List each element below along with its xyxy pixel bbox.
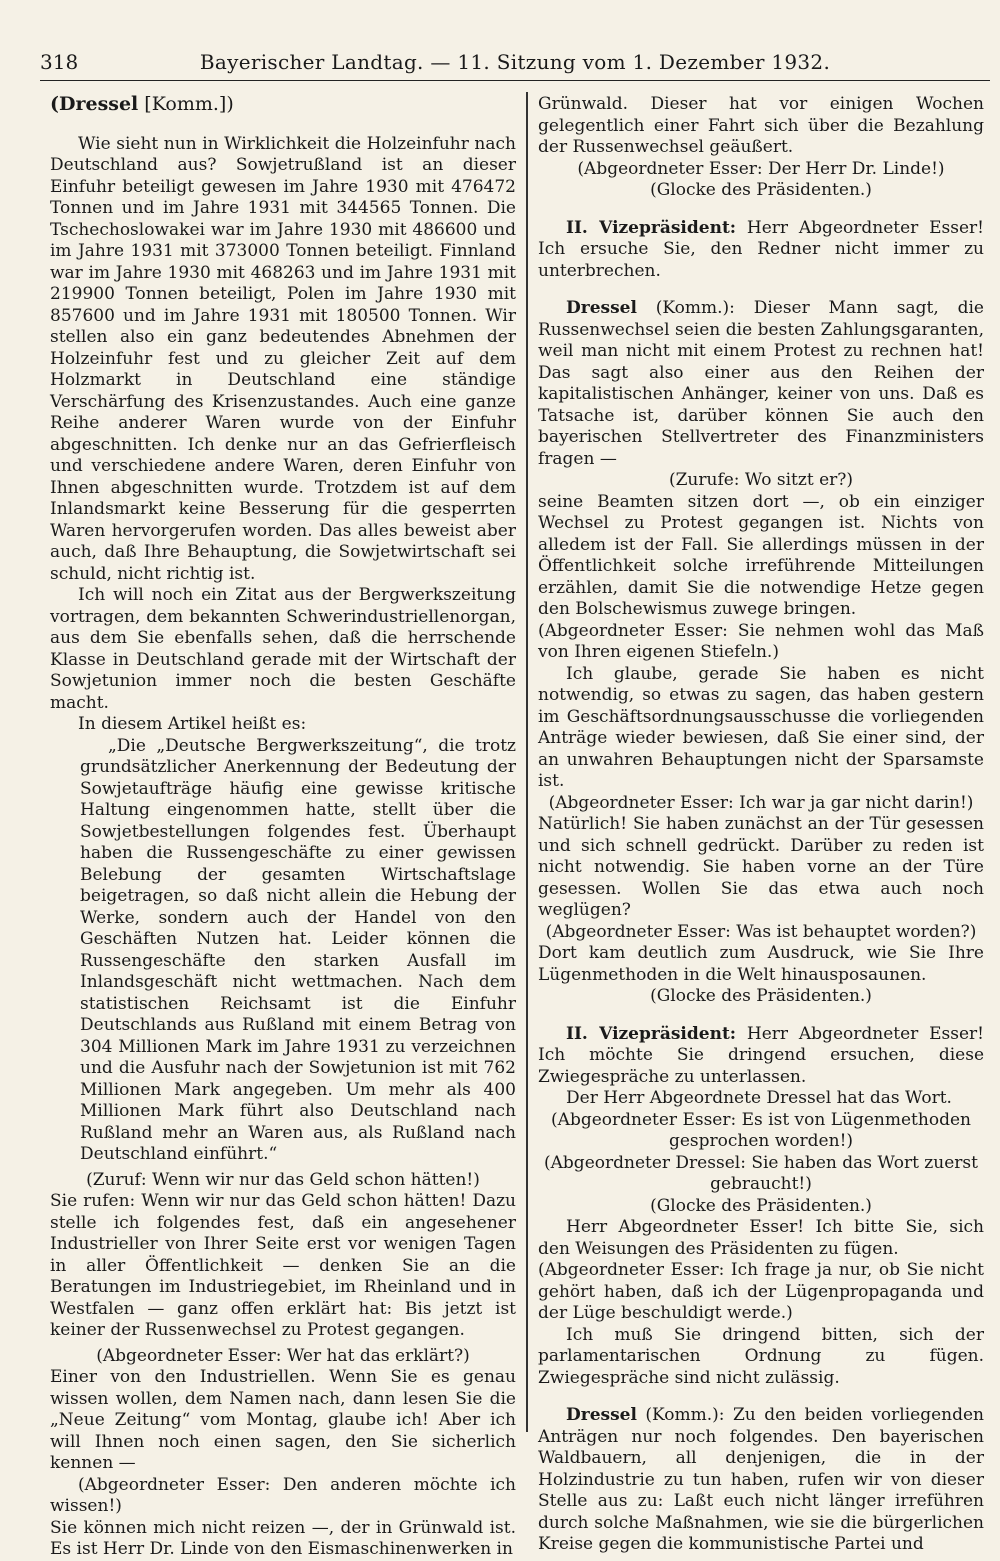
page-number: 318	[40, 50, 79, 74]
interjection: (Abgeordneter Esser: Sie nehmen wohl das Maß von Ihren eigenen Stiefeln.)	[538, 620, 984, 662]
paragraph: Der Herr Abgeordnete Dressel hat das Wort.	[566, 1088, 952, 1108]
speech-text: Zu den beiden vorliegenden Anträgen nur noch folgendes. Den bayerischen Waldbauern, all denjenigen, die in der Holzindustrie zu tun haben, rufen wir von dieser Stelle aus zu: Laßt euch nicht länger irreführen durch solche Maßnahmen, wie sie die bürgerlichen Kreise gegen die kommunistische Partei und	[538, 1405, 984, 1554]
paragraph: Ich glaube, gerade Sie haben es nicht notwendig, so etwas zu sagen, das haben gestern im Geschäftsordnungsausschusse die vorliegenden Anträge wieder bewiesen, daß Sie einer sind, der an unwahren Behauptungen nicht der Sparsamste ist.	[538, 663, 984, 791]
left-column	[50, 94, 516, 1561]
paragraph: Natürlich! Sie haben zunächst an der Tür gesessen und sich schnell gedrückt. Darüber zu reden ist nicht notwendig. Sie haben vorne an der Türe gesessen. Wollen Sie das etwa auch noch weglügen?	[538, 814, 984, 920]
paragraph: In diesem Artikel heißt es:	[78, 714, 307, 734]
interjection: (Abgeordneter Esser: Wer hat das erklärt?)	[96, 1345, 470, 1366]
speech-paragraph	[538, 1024, 984, 1089]
speaker-name: II. Vizepräsident:	[566, 217, 737, 238]
running-title: Bayerischer Landtag. — 11. Sitzung vom 1. Dezember 1932.	[199, 50, 831, 74]
paragraph: Sie rufen: Wenn wir nur das Geld schon hätten! Dazu stelle ich folgendes fest, daß ein angesehener Industrieller von Ihrer Seite erst vor wenigen Tagen in aller Öffentlichkeit — denken Sie an die Beratungen im Industriegebiet, im Rheinland und in Westfalen — ganz offen erklärt hat: Bis jetzt ist keiner der Russenwechsel zu Protest gegangen.	[50, 1191, 516, 1340]
interjection: (Abgeordneter Esser: Den anderen möchte ich wissen!)	[50, 1474, 516, 1516]
speaker-name: Dressel	[566, 1405, 637, 1425]
continued-speaker-heading	[50, 94, 516, 116]
interjection: (Abgeordneter Dressel: Sie haben das Wort zuerst gebraucht!)	[544, 1152, 978, 1194]
paragraph: Ich muß Sie dringend bitten, sich der parlamentarischen Ordnung zu fügen. Zwiegespräche sind nicht zulässig.	[538, 1324, 984, 1388]
speech-paragraph	[538, 218, 984, 283]
paragraph: seine Beamten sitzen dort —, ob ein einziger Wechsel zu Protest gegangen ist. Nichts von alledem ist der Fall. Sie allerdings müssen in der Öffentlichkeit solche irreführende Mitteilungen erzählen, damit Sie die notwendige Hetze gegen den Bolschewismus zuwege bringen.	[538, 491, 984, 619]
interjection: (Abgeordneter Esser: Der Herr Dr. Linde!)	[577, 158, 945, 179]
paragraph: Dort kam deutlich zum Ausdruck, wie Sie Ihre Lügenmethoden in die Welt hinausposaunen.	[538, 943, 984, 985]
paragraph: Grünwald. Dieser hat vor einigen Wochen gelegentlich einer Fahrt sich über die Bezahlung der Russenwechsel geäußert.	[538, 94, 984, 157]
right-column	[538, 94, 984, 1556]
interjection: (Abgeordneter Esser: Ich war ja gar nicht darin!)	[548, 792, 974, 813]
interjection: (Zurufe: Wo sitzt er?)	[668, 470, 854, 490]
paragraph: Herr Abgeordneter Esser! Ich bitte Sie, sich den Weisungen des Präsidenten zu fügen.	[538, 1217, 984, 1259]
speech-text: Dieser Mann sagt, die Russenwechsel seien die besten Zahlungsgaranten, weil man nicht mit einem Protest zu rechnen hat! Das sagt also einer aus den Reihen der kapitalistischen Anhänger, keiner von uns. Daß es Tatsache ist, darüber können Sie auch den bayerischen Stellvertreter des Finanzministers fragen —	[538, 298, 984, 469]
speech-paragraph	[538, 298, 984, 470]
speaker-party: [Komm.])	[138, 93, 234, 115]
interjection: (Abgeordneter Esser: Es ist von Lügenmethoden gesprochen worden!)	[551, 1109, 971, 1151]
speaker-party: (Komm.):	[636, 1405, 725, 1425]
speaker-name: (Dressel	[50, 93, 139, 115]
paragraph: Sie können mich nicht reizen —, der in Grünwald ist. Es ist Herr Dr. Linde von den Eismaschinenwerken in	[50, 1517, 516, 1559]
interjection: (Glocke des Präsidenten.)	[650, 1195, 872, 1216]
speech-paragraph	[538, 1405, 984, 1556]
interjection: (Abgeordneter Esser: Was ist behauptet worden?)	[545, 921, 977, 942]
page-header	[40, 40, 990, 81]
speech-text: Herr Abgeordneter Esser! Ich möchte Sie dringend ersuchen, diese Zwiegespräche zu unterlassen.	[538, 1023, 984, 1087]
speaker-name: II. Vizepräsident:	[566, 1023, 737, 1044]
paragraph: Wie sieht nun in Wirklichkeit die Holzeinfuhr nach Deutschland aus? Sowjetrußland ist an dieser Einfuhr beteiligt gewesen im Jahre 1930 mit 476472 Tonnen und im Jahre 1931 mit 344565 Tonnen. Die Tschechoslowakei war im Jahre 1930 mit 486600 und im Jahre 1931 mit 373000 Tonnen beteiligt. Finnland war im Jahre 1930 mit 468263 und im Jahre 1931 mit 219900 Tonnen beteiligt, Polen im Jahre 1930 mit 857600 und im Jahre 1931 mit 180500 Tonnen. Wir stellen also ein ganz bedeutendes Abnehmen der Holzeinfuhr fest und zu gleicher Zeit auf dem Holzmarkt in Deutschland eine ständige Verschärfung des Krisenzustandes. Auch eine ganze Reihe anderer Waren wurde von der Einfuhr abgeschnitten. Ich denke nur an das Gefrierfleisch und verschiedene andere Waren, deren Einfuhr von Ihnen abgeschnitten wurde. Trotzdem ist auf dem Inlandsmarkt keine Besserung für die gesperrten Waren hervorgerufen worden. Das alles beweist aber auch, daß Ihre Behauptung, die Sowjetwirtschaft sei schuld, nicht richtig ist.	[50, 133, 516, 584]
interjection: (Glocke des Präsidenten.)	[650, 986, 872, 1006]
speaker-party: (Komm.):	[636, 298, 735, 318]
column-divider	[526, 92, 528, 1432]
speaker-name: Dressel	[566, 298, 637, 318]
paragraph: Ich will noch ein Zitat aus der Bergwerkszeitung vortragen, dem bekannten Schwerindustriellenorgan, aus dem Sie ebenfalls sehen, daß die herrschende Klasse in Deutschland gerade mit der Wirtschaft der Sowjetunion immer noch die besten Geschäfte macht.	[50, 585, 516, 713]
speech-text: Herr Abgeordneter Esser! Ich ersuche Sie, den Redner nicht immer zu unterbrechen.	[538, 217, 984, 281]
interjection: (Zuruf: Wenn wir nur das Geld schon hätten!)	[86, 1169, 480, 1190]
interjection: (Abgeordneter Esser: Ich frage ja nur, ob Sie nicht gehört haben, daß ich der Lügenpropaganda und der Lüge beschuldigt werde.)	[538, 1260, 984, 1323]
interjection: (Glocke des Präsidenten.)	[650, 180, 872, 200]
block-quote: „Die „Deutsche Bergwerkszeitung“, die trotz grundsätzlicher Anerkennung der Bedeutung der Sowjetaufträge häufig eine gewisse kritische Haltung eingenommen hatte, stellt über die Sowjetbestellungen folgendes fest. Überhaupt haben die Russengeschäfte zu einer gewissen Belebung der gesamten Wirtschaftslage beigetragen, so daß nicht allein die Hebung der Werke, sondern auch der Handel von den Geschäften Nutzen hat. Leider können die Russengeschäfte den starken Ausfall im Inlandsgeschäft nicht wettmachen. Nach dem statistischen Reichsamt ist die Einfuhr Deutschlands aus Rußland mit einem Betrag von 304 Millionen Mark im Jahre 1931 zu verzeichnen und die Ausfuhr nach der Sowjetunion ist mit 762 Millionen Mark angegeben. Um mehr als 400 Millionen Mark führt also Deutschland nach Rußland mehr an Waren aus, als Rußland nach Deutschland einführt.“	[80, 735, 516, 1164]
paragraph: Einer von den Industriellen. Wenn Sie es genau wissen wollen, dem Namen nach, dann lesen Sie die „Neue Zeitung“ vom Montag, glaube ich! Aber ich will Ihnen noch einen sagen, den Sie sicherlich kennen —	[50, 1367, 516, 1473]
